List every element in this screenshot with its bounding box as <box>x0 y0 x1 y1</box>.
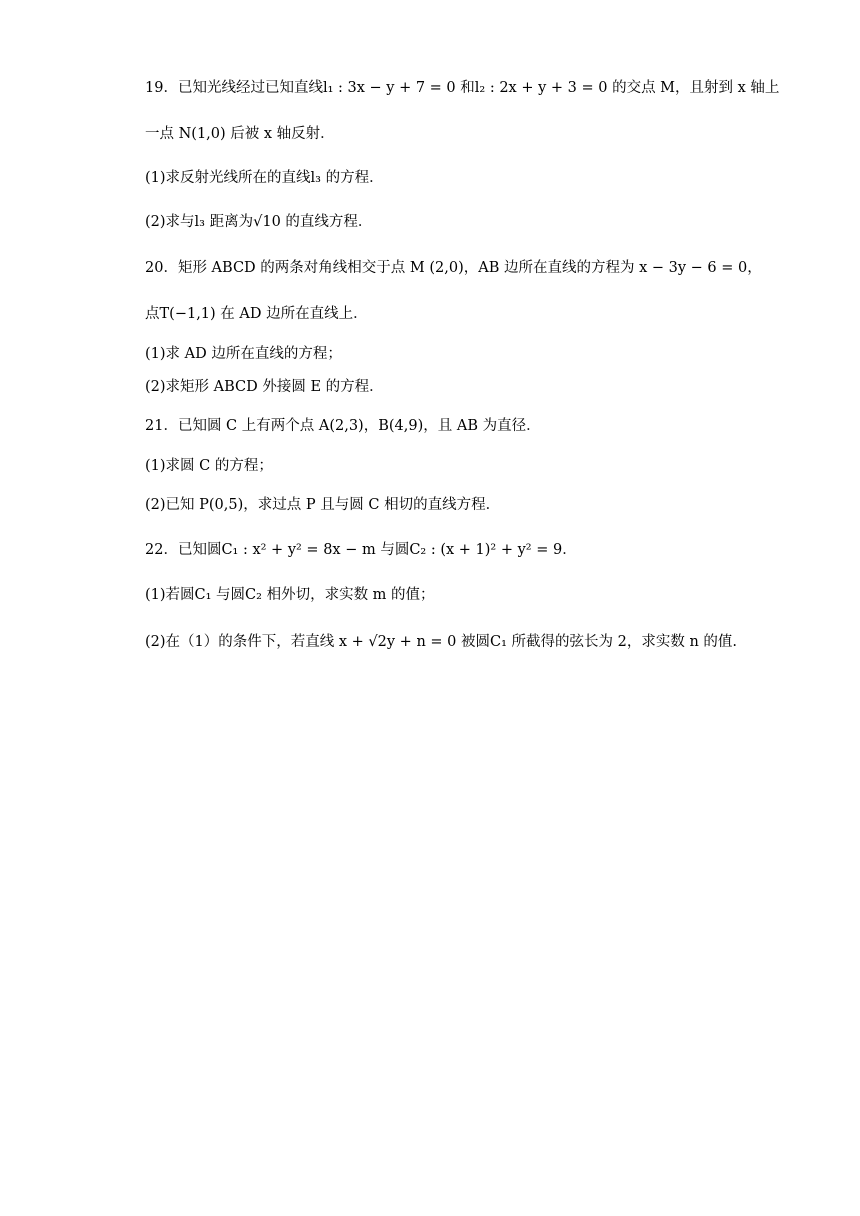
problem-19-part1: (1)求反射光线所在的直线l₃ 的方程． <box>145 170 384 186</box>
problem-21-part1: (1)求圆 C 的方程； <box>145 458 273 474</box>
problem-20-stem-line1: 20．矩形 ABCD 的两条对角线相交于点 M (2,0)，AB 边所在直线的方程为 x − 3y − 6 = 0， <box>145 260 762 276</box>
problem-22-part2: (2)在（1）的条件下，若直线 x + √2y + n = 0 被圆C₁ 所截得的弦长为 2，求实数 n 的值. <box>145 634 737 650</box>
problem-22-part1: (1)若圆C₁ 与圆C₂ 相外切，求实数 m 的值； <box>145 587 435 603</box>
problem-20-stem-line2: 点T(−1,1) 在 AD 边所在直线上． <box>145 306 368 322</box>
problem-20-part2: (2)求矩形 ABCD 外接圆 E 的方程． <box>145 379 384 395</box>
problem-22-stem: 22．已知圆C₁ : x² + y² = 8x − m 与圆C₂ : (x + 1)² + y² = 9． <box>145 542 577 558</box>
problem-21-part2: (2)已知 P(0,5)，求过点 P 且与圆 C 相切的直线方程． <box>145 497 501 513</box>
problem-20-part1: (1)求 AD 边所在直线的方程； <box>145 346 342 362</box>
problem-21-stem: 21．已知圆 C 上有两个点 A(2,3)，B(4,9)，且 AB 为直径． <box>145 418 541 434</box>
problem-19-part2: (2)求与l₃ 距离为√10 的直线方程． <box>145 214 373 230</box>
problem-19-stem-line2: 一点 N(1,0) 后被 x 轴反射． <box>145 126 335 142</box>
problem-19-stem-line1: 19．已知光线经过已知直线l₁ : 3x − y + 7 = 0 和l₂ : 2x + y + 3 = 0 的交点 M，且射到 x 轴上 <box>145 80 780 96</box>
